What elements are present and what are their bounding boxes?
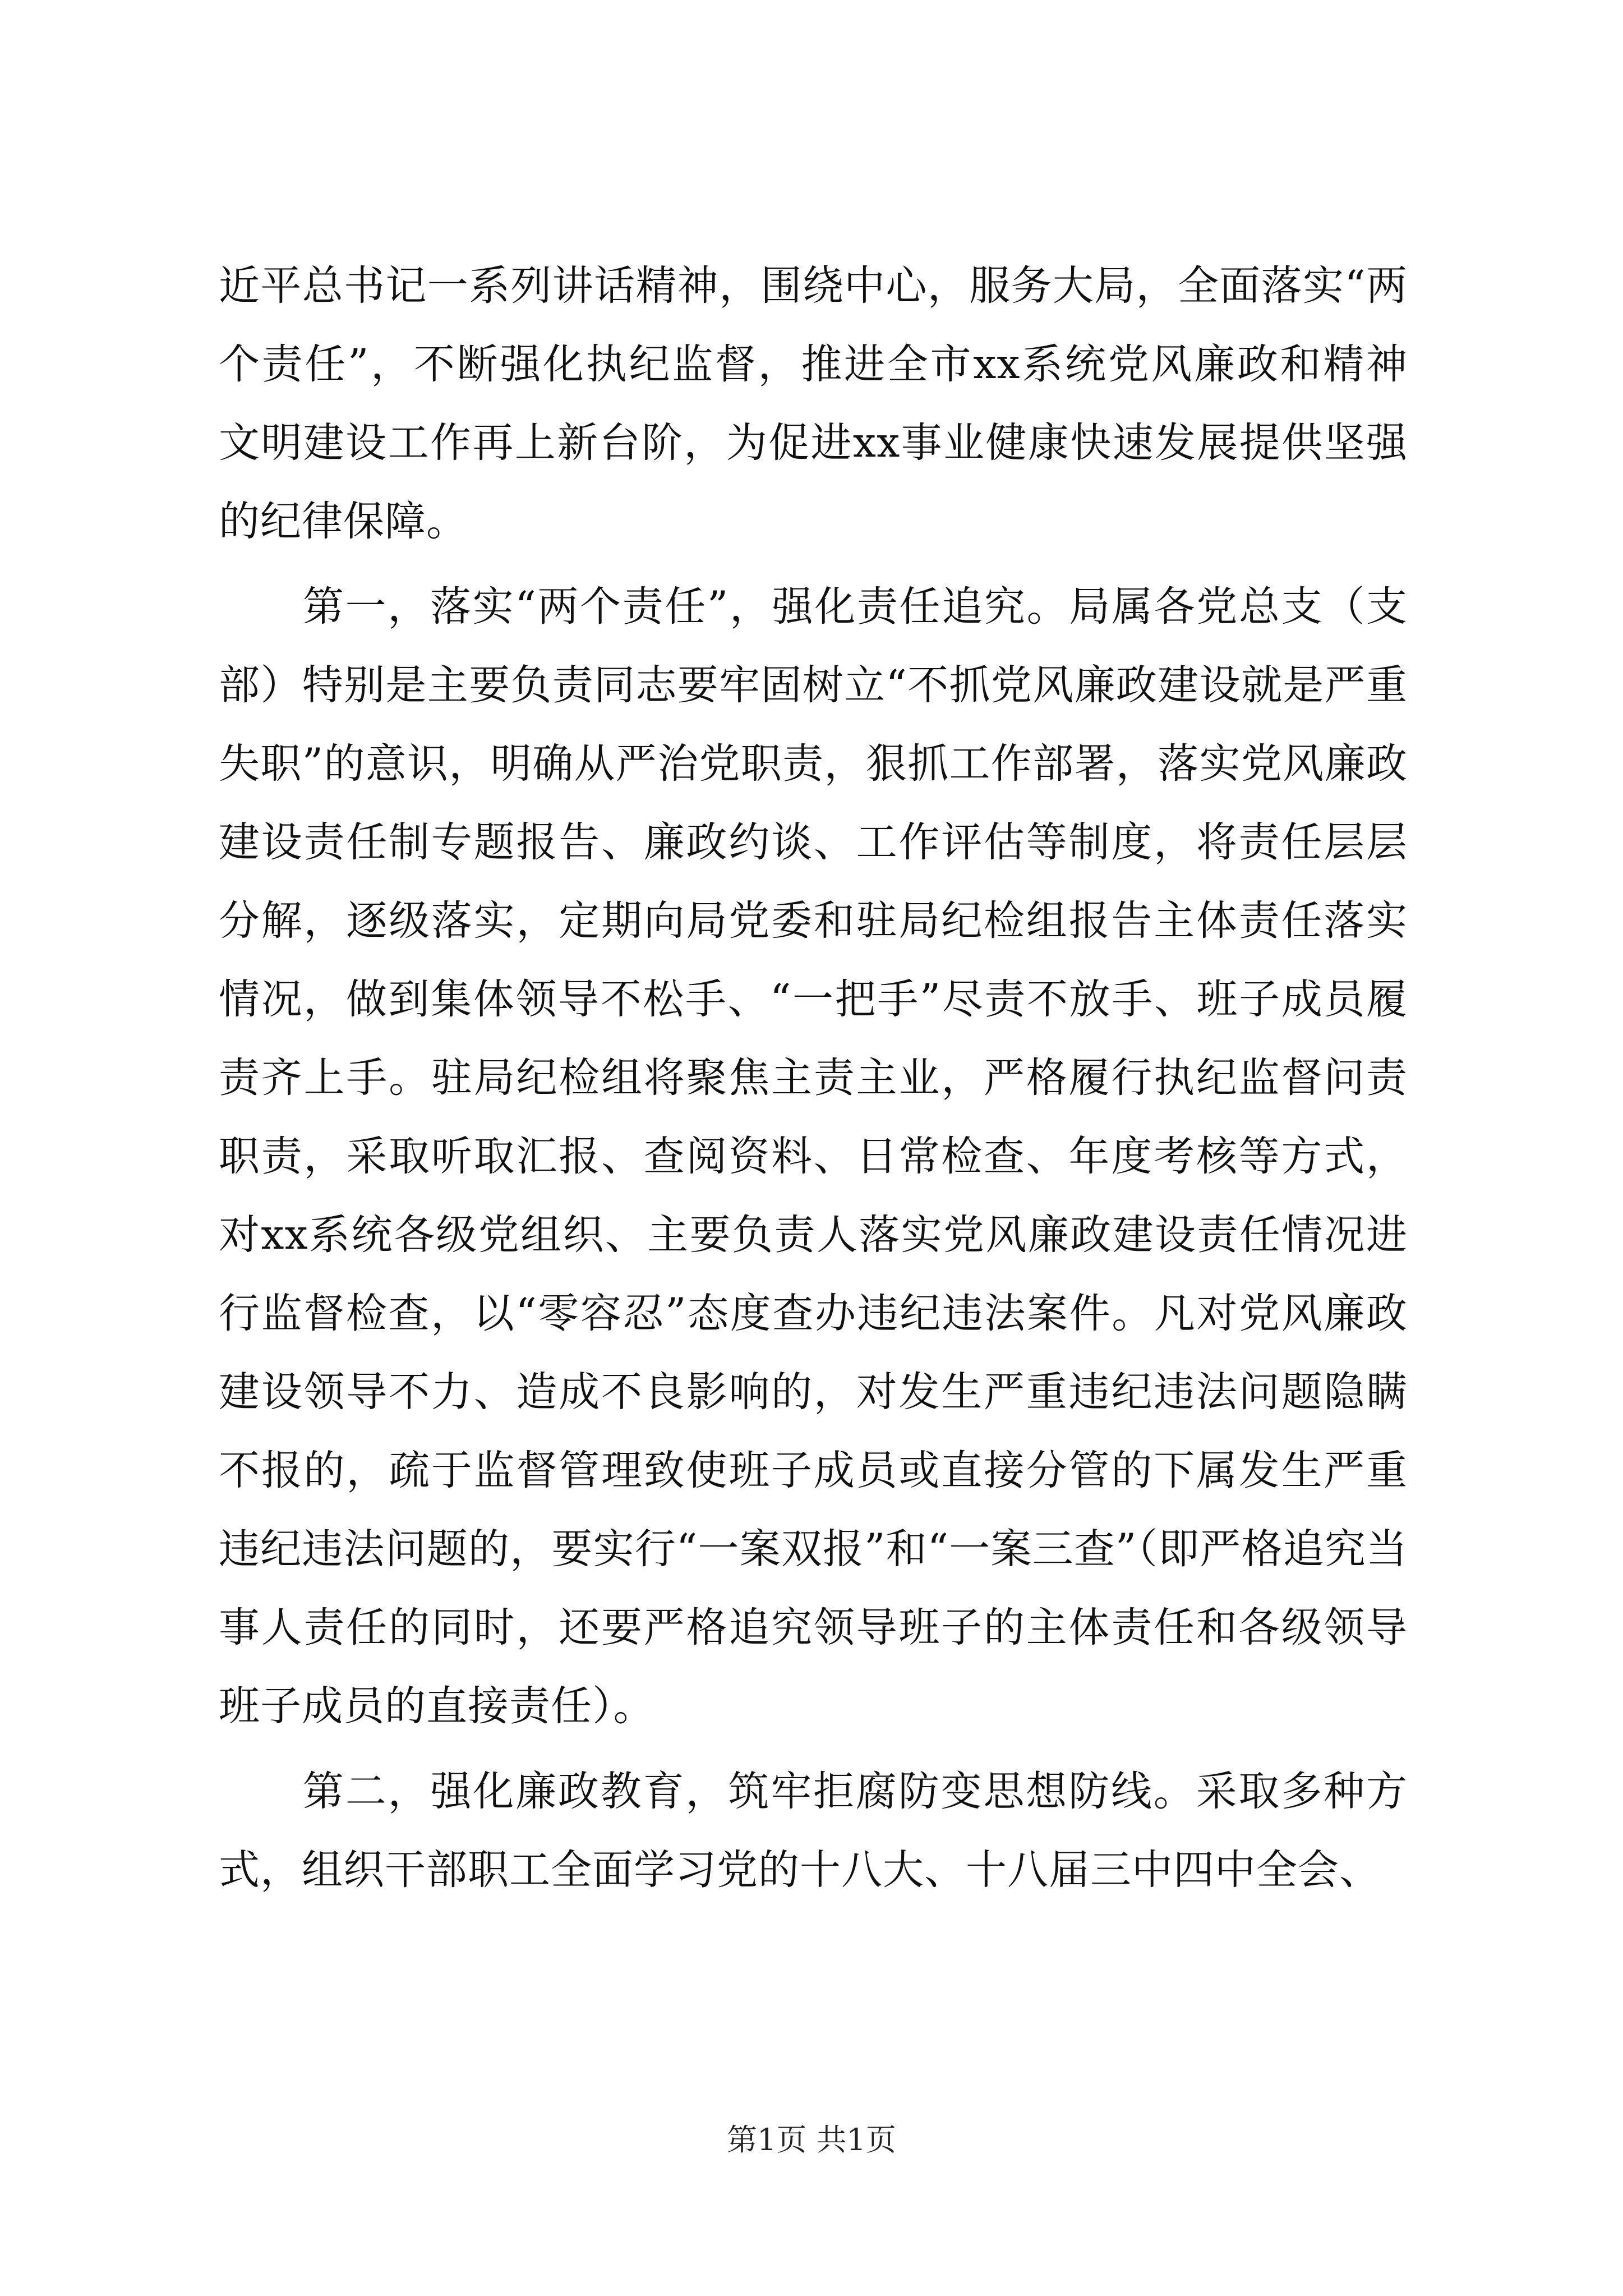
paragraph-intro-continuation: 近平总书记一系列讲话精神，围绕中心，服务大局，全面落实“两个责任”，不断强化执纪监督，推进全市xx系统党风廉政和精神文明建设工作再上新台阶，为促进xx事业健康快速发展提供坚强的纪律保障。	[219, 262, 1408, 545]
page-footer: 第1页 共1页	[727, 2122, 896, 2157]
document-body	[219, 247, 1408, 1910]
paragraph-first-point: 第一，落实“两个责任”，强化责任追究。局属各党总支（支部）特别是主要负责同志要牢固树立“不抓党风廉政建设就是严重失职”的意识，明确从严治党职责，狠抓工作部署，落实党风廉政建设责任制专题报告、廉政约谈、工作评估等制度，将责任层层分解，逐级落实，定期向局党委和驻局纪检组报告主体责任落实情况，做到集体领导不松手、“一把手”尽责不放手、班子成员履责齐上手。驻局纪检组将聚焦主责主业，严格履行执纪监督问责职责，采取听取汇报、查阅资料、日常检查、年度考核等方式，对xx系统各级党组织、主要负责人落实党风廉政建设责任情况进行监督检查，以“零容忍”态度查办违纪违法案件。凡对党风廉政建设领导不力、造成不良影响的，对发生严重违纪违法问题隐瞒不报的，疏于监督管理致使班子成员或直接分管的下属发生严重违纪违法问题的，要实行“一案双报”和“一案三查”（即严格追究当事人责任的同时，还要严格追究领导班子的主体责任和各级领导班子成员的直接责任）。	[219, 583, 1408, 1730]
paragraph-second-point: 第二，强化廉政教育，筑牢拒腐防变思想防线。采取多种方式，组织干部职工全面学习党的十八大、十八届三中四中全会、	[219, 1768, 1408, 1894]
